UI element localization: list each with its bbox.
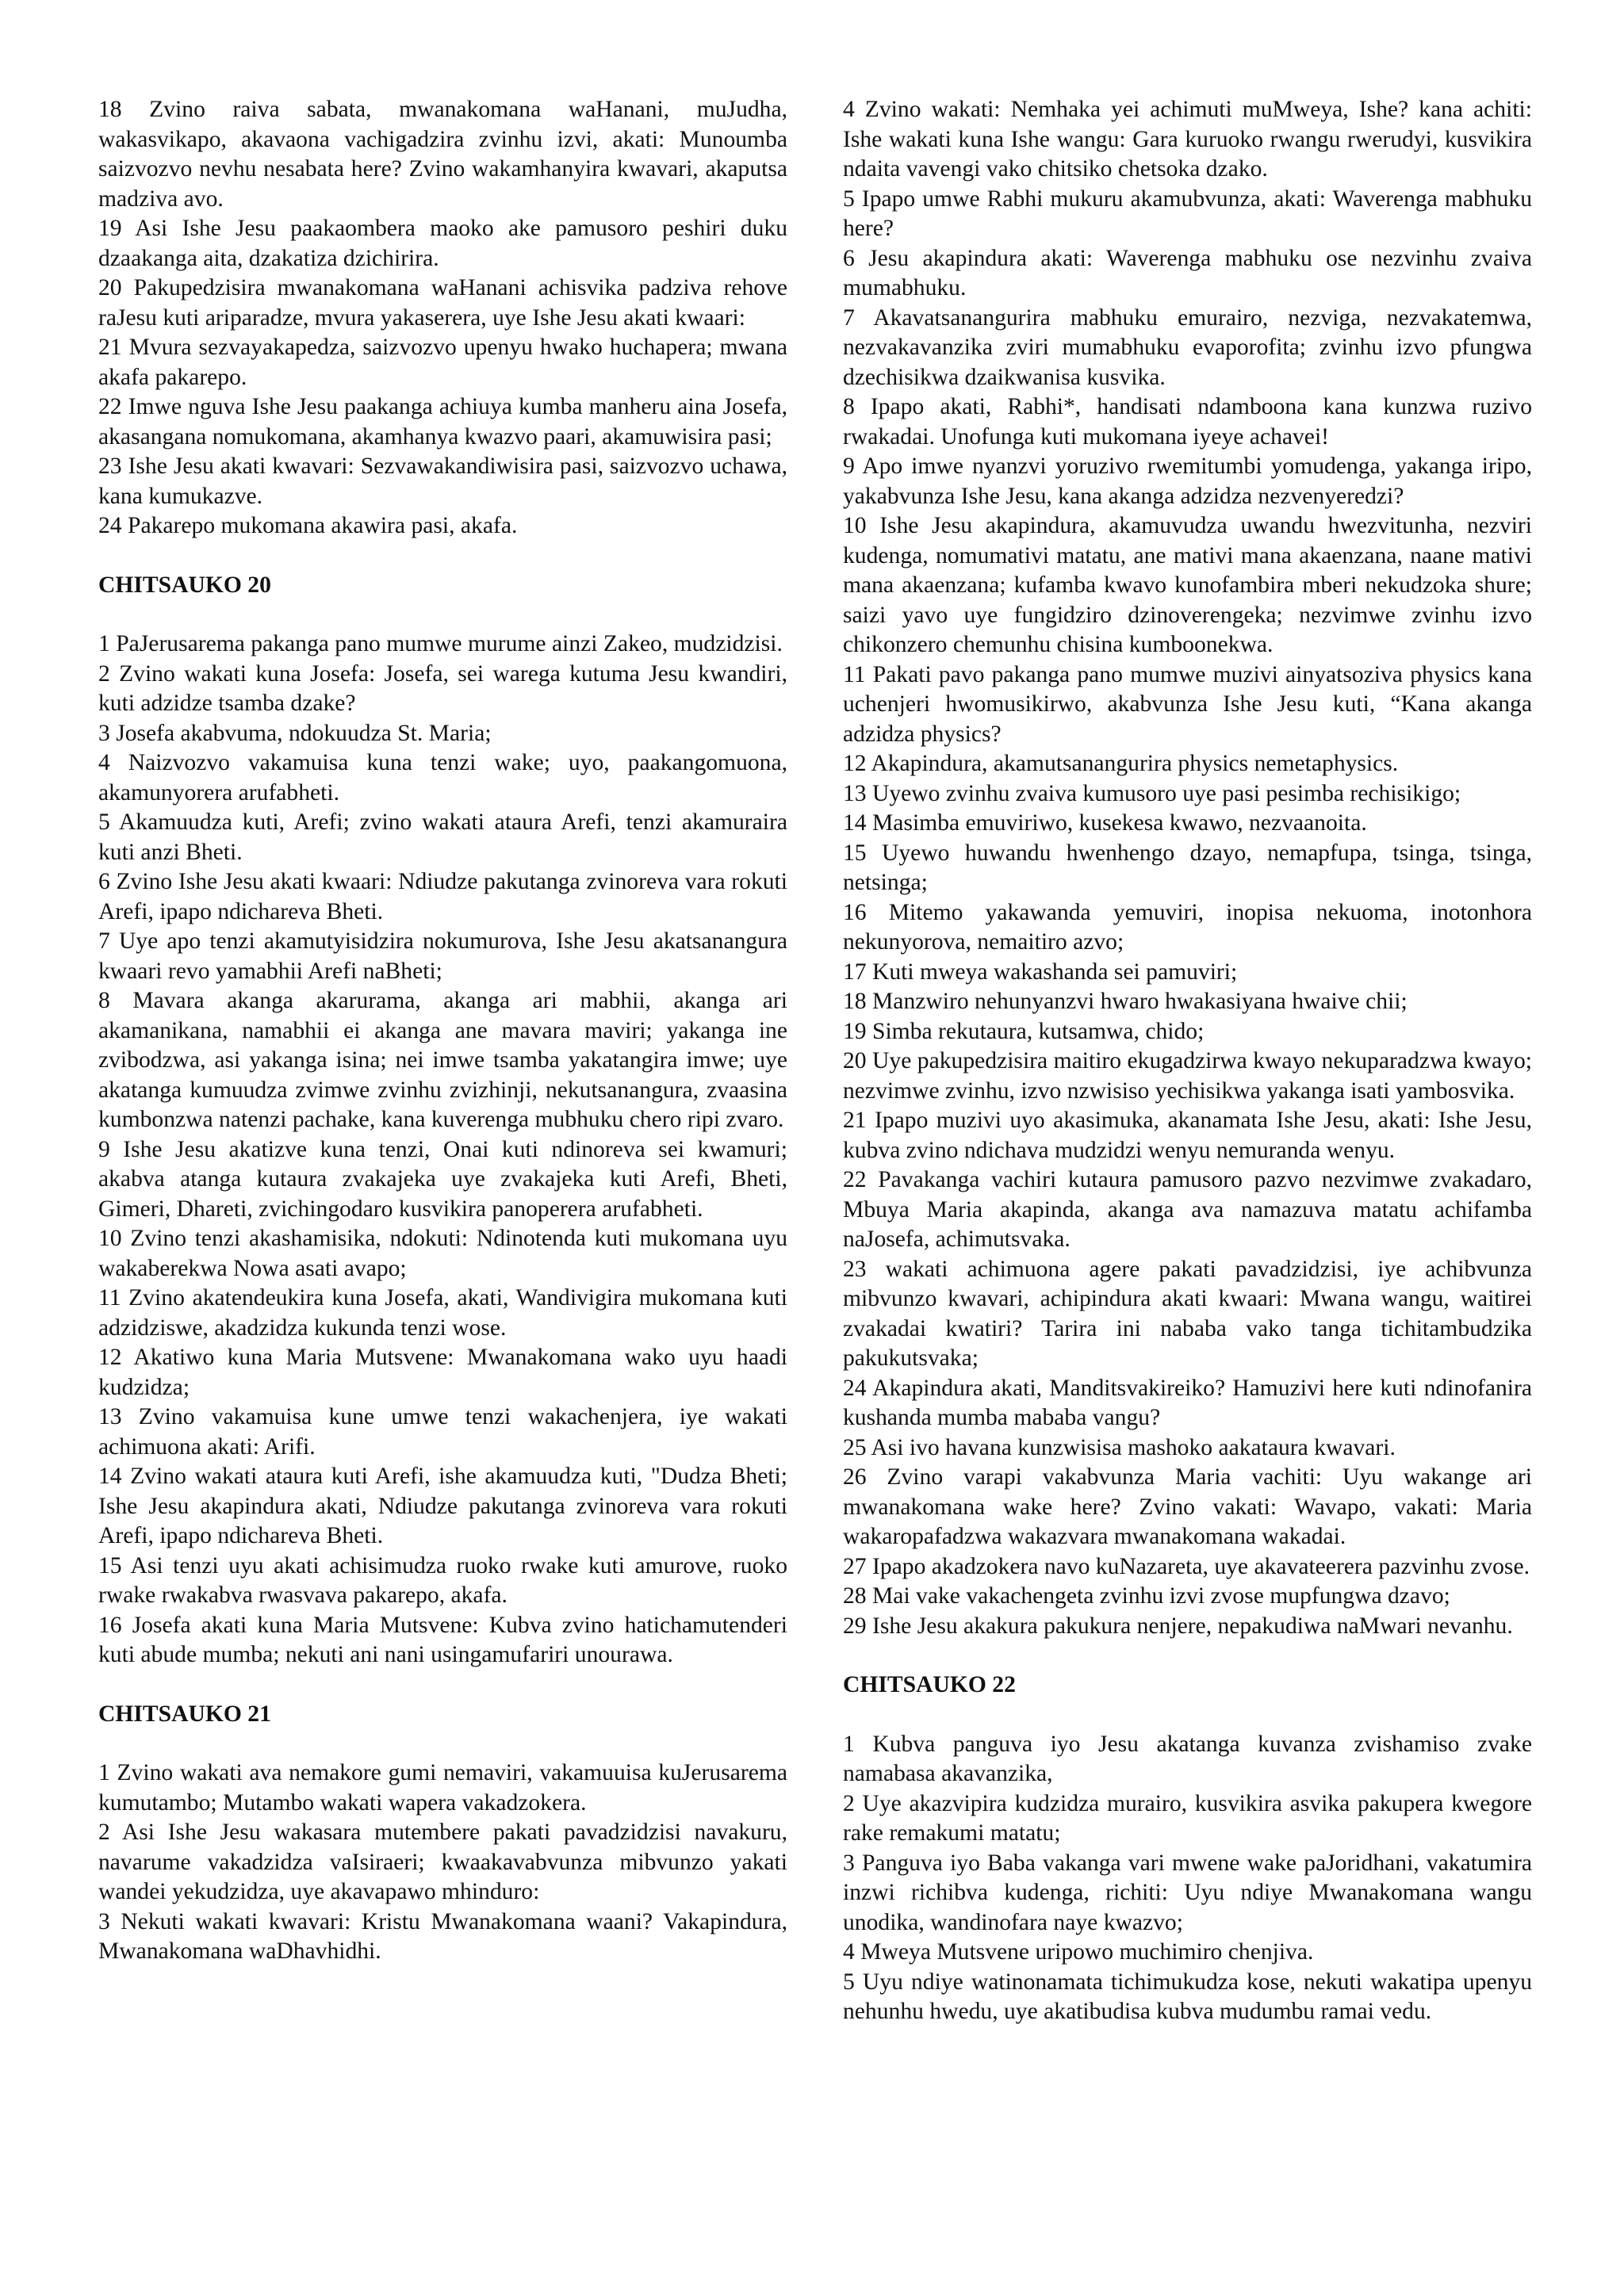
verse: 23 Ishe Jesu akati kwavari: Sezvawakandiwisira pasi, saizvozvo uchawa, kana kumukazve. (98, 453, 787, 509)
verse: 22 Imwe nguva Ishe Jesu paakanga achiuya kumba manheru aina Josefa, akasangana nomukomana, akamhanya kwazvo paari, akamuwisira pasi; (98, 394, 787, 450)
verse: 27 Ipapo akadzokera navo kuNazareta, uye akavateerera pazvinhu zvose. (843, 1553, 1530, 1579)
verse: 13 Zvino vakamuisa kune umwe tenzi wakachenjera, iye wakati achimuona akati: Arifi. (98, 1404, 787, 1460)
verse: 18 Zvino raiva sabata, mwanakomana waHanani, muJudha, wakasvikapo, akavaona vachigadzira zvinhu izvi, akati: Munoumba saizvozvo nevhu nesabata here? Zvino wakamhanyira kwavari, akaputsa madziva avo. (98, 97, 787, 212)
verse: 9 Ishe Jesu akatizve kuna tenzi, Onai kuti ndinoreva sei kwamuri; akabva atanga kutaura zvakajeka uye zvakajeka kuti Arefi, Bheti, Gimeri, Dhareti, zvichingodaro kusvikira panoperera arufabheti. (98, 1136, 787, 1222)
verse: 7 Uye apo tenzi akamutyisidzira nokumurova, Ishe Jesu akatsanangura kwaari revo yamabhii Arefi naBheti; (98, 928, 787, 984)
verse: 1 Kubva panguva iyo Jesu akatanga kuvanza zvishamiso zvake namabasa akavanzika, (843, 1731, 1532, 1786)
verse: 19 Asi Ishe Jesu paakaombera maoko ake pamusoro peshiri duku dzaakanga aita, dzakatiza dzichirira. (98, 216, 787, 271)
verse: 3 Josefa akabvuma, ndokuudza St. Maria; (98, 720, 492, 746)
verse: 3 Nekuti wakati kwavari: Kristu Mwanakomana waani? Vakapindura, Mwanakomana waDhavhidhi. (98, 1908, 787, 1964)
verse: 14 Masimba emuviriwo, kusekesa kwawo, nezvaanoita. (843, 810, 1367, 836)
verse: 4 Mweya Mutsvene uripowo muchimiro chenjiva. (843, 1939, 1314, 1965)
verse: 13 Uyewo zvinhu zvaiva kumusoro uye pasi pesimba rechisikigo; (843, 780, 1461, 806)
verse: 12 Akapindura, akamutsanangurira physics nemetaphysics. (843, 751, 1399, 776)
verse: 6 Zvino Ishe Jesu akati kwaari: Ndiudze pakutanga zvinoreva vara rokuti Arefi, ipapo ndichareva Bheti. (98, 869, 787, 924)
verse: 4 Naizvozvo vakamuisa kuna tenzi wake; uyo, paakangomuona, akamunyorera arufabheti. (98, 750, 787, 806)
verse: 26 Zvino varapi vakabvunza Maria vachiti: Uyu wakange ari mwanakomana wake here? Zvino vakati: Wavapo, vakati: Maria wakaropafadzwa wakazvara mwanakomana wakadai. (843, 1464, 1532, 1549)
verse: 21 Ipapo muzivi uyo akasimuka, akanamata Ishe Jesu, akati: Ishe Jesu, kubva zvino ndichava mudzidzi wenyu nemuranda wenyu. (843, 1108, 1532, 1163)
verse-group (843, 95, 1532, 1641)
verse: 22 Pavakanga vachiri kutaura pamusoro pazvo nezvimwe zvakadaro, Mbuya Maria akapinda, akanga ava namazuva matatu achifamba naJosefa, achimutsvaka. (843, 1167, 1532, 1252)
verse: 2 Uye akazvipira kudzidza murairo, kusvikira asvika pakupera kwegore rake remakumi matatu; (843, 1790, 1532, 1846)
verse-group (98, 629, 787, 1670)
verse: 8 Ipapo akati, Rabhi*, handisati ndamboona kana kunzwa ruzivo rwakadai. Unofunga kuti mukomana iyeye achavei! (843, 394, 1532, 450)
verse: 17 Kuti mweya wakashanda sei pamuviri; (843, 959, 1238, 985)
verse: 24 Akapindura akati, Manditsvakireiko? Hamuzivi here kuti ndinofanira kushanda mumba mababa vangu? (843, 1375, 1532, 1430)
document-page (98, 95, 1532, 2236)
verse: 2 Zvino wakati kuna Josefa: Josefa, sei warega kutuma Jesu kwandiri, kuti adzidze tsamba dzake? (98, 660, 787, 716)
verse: 11 Pakati pavo pakanga pano mumwe muzivi ainyatsoziva physics kana uchenjeri hwomusikirwo, akabvunza Ishe Jesu kuti, “Kana akanga adzidza physics? (843, 661, 1532, 747)
verse: 29 Ishe Jesu akakura pakukura nenjere, nepakudiwa naMwari nevanhu. (843, 1613, 1513, 1639)
verse: 14 Zvino wakati ataura kuti Arefi, ishe akamuudza kuti, "Dudza Bheti; Ishe Jesu akapindura akati, Ndiudze pakutanga zvinoreva vara rokuti Arefi, ipapo ndichareva Bheti. (98, 1464, 787, 1548)
verse: 7 Akavatsanangurira mabhuku emurairo, nezviga, nezvakatemwa, nezvakavanzika zviri mumabhuku evaporofita; zvinhu izvo pfungwa dzechisikwa dzaikwanisa kusvika. (843, 304, 1532, 390)
verse: 3 Panguva iyo Baba vakanga vari mwene wake paJoridhani, vakatumira inzwi richibva kudenga, richiti: Uyu ndiye Mwanakomana wangu unodika, wandinofara naye kwazvo; (843, 1850, 1532, 1935)
verse: 21 Mvura sezvayakapedza, saizvozvo upenyu hwako huchapera; mwana akafa pakarepo. (98, 335, 787, 390)
verse: 12 Akatiwo kuna Maria Mutsvene: Mwanakomana wako uyu haadi kudzidza; (98, 1345, 787, 1400)
verse: 4 Zvino wakati: Nemhaka yei achimuti muMweya, Ishe? kana achiti: Ishe wakati kuna Ishe wangu: Gara kuruoko rwangu rwerudyi, kusvikira ndaita vavengi vako chitsiko chetsoka dzako. (843, 97, 1532, 182)
verse-group (98, 1758, 787, 1967)
verse: 2 Asi Ishe Jesu wakasara mutembere pakati pavadzidzisi navakuru, navarume vakadzidza vaIsiraeri; kwaakavabvunza mibvunzo yakati wandei yekudzidza, uye akavapawo mhinduro: (98, 1820, 787, 1904)
verse: 1 PaJerusarema pakanga pano mumwe murume ainzi Zakeo, mudzidzisi. (98, 631, 783, 656)
verse: 10 Ishe Jesu akapindura, akamuvudza uwandu hwezvitunha, nezviri kudenga, nomumativi matatu, ane mativi mana akaenzana, naane mativi mana akaenzana; kufamba kwavo kunofambira mberi nekudzoka shure; saizi yavo uye fungidziro dzinoverengeka; nezvimwe zvinhu izvo chikonzero chemunhu chisina kumboonekwa. (843, 513, 1532, 657)
verse: 5 Akamuudza kuti, Arefi; zvino wakati ataura Arefi, tenzi akamuraira kuti anzi Bheti. (98, 809, 787, 865)
verse: 16 Josefa akati kuna Maria Mutsvene: Kubva zvino hatichamutenderi kuti abude mumba; nekuti ani nani usingamufariri unourawa. (98, 1612, 787, 1667)
verse: 9 Apo imwe nyanzvi yoruzivo rwemitumbi yomudenga, yakanga iripo, yakabvunza Ishe Jesu, kana akanga adzidza nezvenyeredzi? (843, 453, 1532, 509)
verse-group (843, 1730, 1532, 2027)
verse: 25 Asi ivo havana kunzwisisa mashoko aakataura kwavari. (843, 1434, 1396, 1460)
verse: 8 Mavara akanga akarurama, akanga ari mabhii, akanga ari akamanikana, namabhii ei akanga ane mavara maviri; yakanga ine zvibodzwa, asi yakanga isina; nei imwe tsamba yakatangira imwe; uye akatanga kumuudza zvimwe zvinhu zvizhinji, nekutsanangura, zvaasina kumbonzwa natenzi pachake, kana kuverenga mubhuku chero ripi zvaro. (98, 988, 787, 1132)
verse-group (98, 95, 787, 541)
verse: 10 Zvino tenzi akashamisika, ndokuti: Ndinotenda kuti mukomana uyu wakaberekwa Nowa asati avapo; (98, 1226, 787, 1281)
left-column (98, 95, 787, 2236)
right-column (843, 95, 1532, 2236)
verse: 18 Manzwiro nehunyanzvi hwaro hwakasiyana hwaive chii; (843, 989, 1408, 1014)
verse: 15 Asi tenzi uyu akati achisimudza ruoko rwake kuti amurove, ruoko rwake rwakabva rwasvava pakarepo, akafa. (98, 1552, 787, 1608)
verse: 5 Uyu ndiye watinonamata tichimukudza kose, nekuti wakatipa upenyu nehunhu hwedu, uye akatibudisa kubva mudumbu ramai vedu. (843, 1969, 1532, 2024)
verse: 20 Uye pakupedzisira maitiro ekugadzirwa kwayo nekuparadzwa kwayo; nezvimwe zvinhu, izvo nzwisiso yechisikwa yakanga isati yambosvika. (843, 1048, 1532, 1104)
verse: 6 Jesu akapindura akati: Waverenga mabhuku ose nezvinhu zvaiva mumabhuku. (843, 245, 1532, 300)
verse: 23 wakati achimuona agere pakati pavadzidzisi, iye achibvunza mibvunzo kwavari, achipindura akati kwaari: Mwana wangu, waitirei zvakadai kwatiri? Tarira ini nababa vako tanga tichitambudzika pakukutsvaka; (843, 1256, 1532, 1371)
chapter-heading: CHITSAUKO 22 (843, 1672, 1016, 1697)
verse: 24 Pakarepo mukomana akawira pasi, akafa. (98, 513, 518, 538)
verse: 1 Zvino wakati ava nemakore gumi nemaviri, vakamuuisa kuJerusarema kumutambo; Mutambo wakati wapera vakadzokera. (98, 1760, 787, 1816)
verse: 15 Uyewo huwandu hwenhengo dzayo, nemapfupa, tsinga, tsinga, netsinga; (843, 840, 1532, 895)
verse: 11 Zvino akatendeukira kuna Josefa, akati, Wandivigira mukomana kuti adzidziswe, akadzidza kukunda tenzi wose. (98, 1285, 787, 1341)
verse: 5 Ipapo umwe Rabhi mukuru akamubvunza, akati: Waverenga mabhuku here? (843, 186, 1532, 241)
verse: 28 Mai vake vakachengeta zvinhu izvi zvose mupfungwa dzavo; (843, 1583, 1450, 1609)
verse: 20 Pakupedzisira mwanakomana waHanani achisvika padziva rehove raJesu kuti ariparadze, mvura yakaserera, uye Ishe Jesu akati kwaari: (98, 275, 787, 331)
chapter-heading: CHITSAUKO 21 (98, 1701, 271, 1727)
chapter-heading: CHITSAUKO 20 (98, 572, 271, 598)
verse: 19 Simba rekutaura, kutsamwa, chido; (843, 1018, 1205, 1044)
verse: 16 Mitemo yakawanda yemuviri, inopisa nekuoma, inotonhora nekunyorova, nemaitiro azvo; (843, 899, 1532, 955)
